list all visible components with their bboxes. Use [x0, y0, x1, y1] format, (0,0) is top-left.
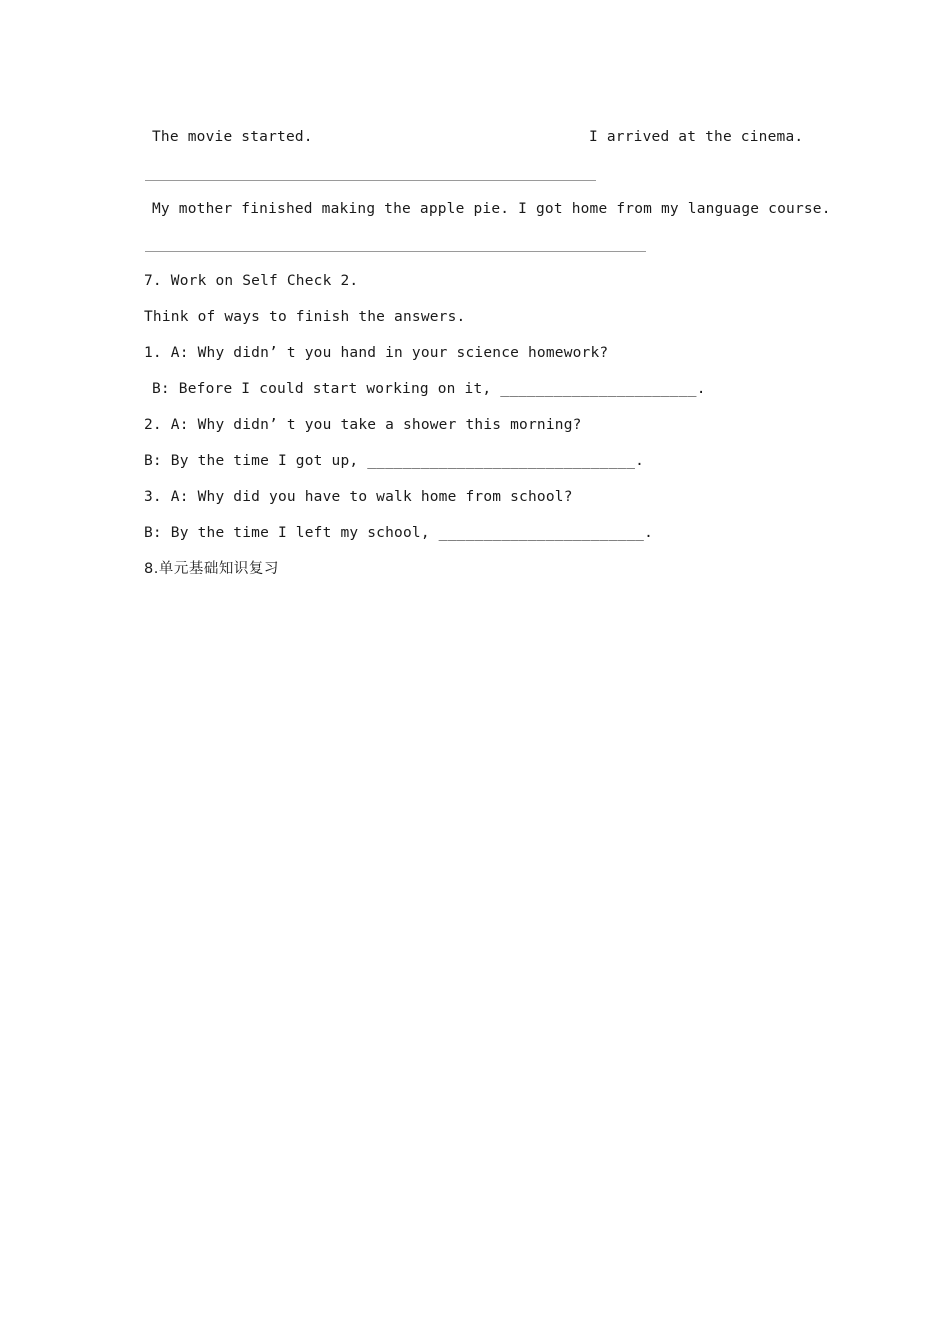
question-3-b: B: By the time I left my school, _______________________. — [144, 525, 653, 541]
section-8-heading: 8.单元基础知识复习 — [144, 561, 279, 577]
question-2-b: B: By the time I got up, ______________________________. — [144, 453, 645, 469]
sentence-arrived-cinema: I arrived at the cinema. — [589, 129, 804, 145]
answer-line-1 — [145, 180, 596, 181]
answer-line-2 — [145, 251, 646, 252]
section-7-instruction: Think of ways to finish the answers. — [144, 309, 466, 325]
sentence-apple-pie: My mother finished making the apple pie. I got home from my language course. — [152, 201, 831, 217]
sentence-movie-started: The movie started. — [152, 129, 313, 145]
question-3-a: 3. A: Why did you have to walk home from school? — [144, 489, 573, 505]
section-7-heading: 7. Work on Self Check 2. — [144, 273, 359, 289]
question-2-a: 2. A: Why didn’ t you take a shower this morning? — [144, 417, 582, 433]
question-1-a: 1. A: Why didn’ t you hand in your science homework? — [144, 345, 609, 361]
question-1-b: B: Before I could start working on it, ______________________. — [152, 381, 706, 397]
